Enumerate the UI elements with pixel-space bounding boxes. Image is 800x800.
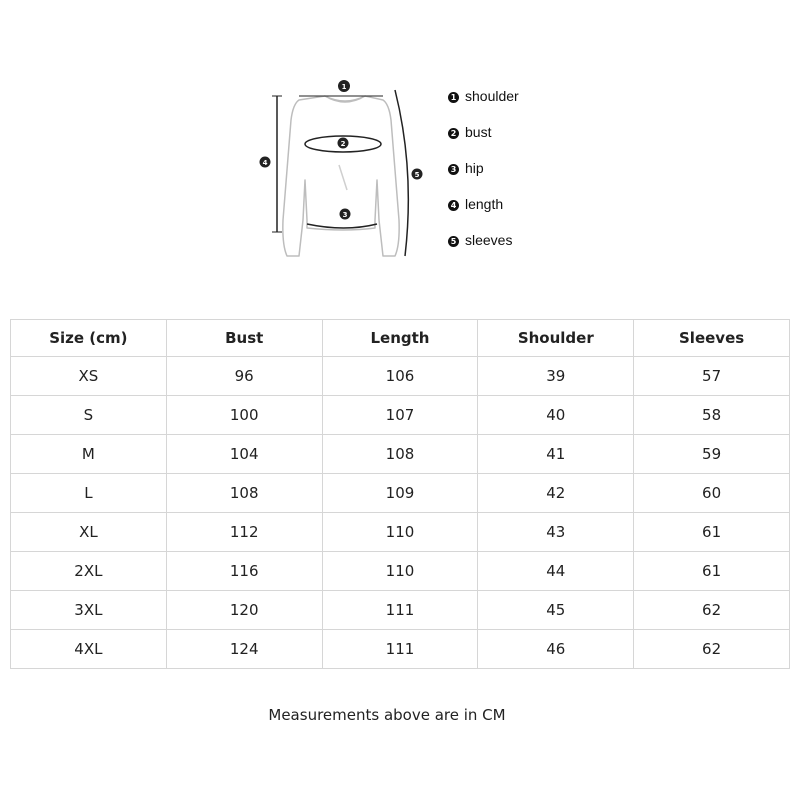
- cell: 45: [478, 591, 634, 630]
- legend-number-icon: 4: [448, 200, 459, 211]
- size-table: [10, 319, 790, 669]
- cell: 100: [166, 396, 322, 435]
- legend-item: [448, 124, 519, 160]
- legend-label: shoulder: [465, 88, 519, 104]
- marker-1: 1: [341, 83, 347, 91]
- legend-label: sleeves: [465, 232, 513, 248]
- table-row: [11, 357, 790, 396]
- cell: 44: [478, 552, 634, 591]
- cell: 106: [322, 357, 478, 396]
- cell: 4XL: [11, 630, 167, 669]
- table-row: [11, 513, 790, 552]
- legend-item: [448, 88, 519, 124]
- cell: 111: [322, 630, 478, 669]
- cell: 108: [322, 435, 478, 474]
- cell: 62: [634, 591, 790, 630]
- legend-number-icon: 5: [448, 236, 459, 247]
- header-sleeves: Sleeves: [634, 320, 790, 357]
- cell: 124: [166, 630, 322, 669]
- cell: L: [11, 474, 167, 513]
- cell: 59: [634, 435, 790, 474]
- table-row: [11, 630, 790, 669]
- cell: 108: [166, 474, 322, 513]
- cell: 57: [634, 357, 790, 396]
- cell: 39: [478, 357, 634, 396]
- cell: 41: [478, 435, 634, 474]
- cell: 109: [322, 474, 478, 513]
- cell: 60: [634, 474, 790, 513]
- legend-number-icon: 1: [448, 92, 459, 103]
- table-row: [11, 591, 790, 630]
- marker-4: 4: [262, 159, 268, 167]
- table-row: [11, 552, 790, 591]
- marker-5: 5: [414, 171, 420, 179]
- cell: 96: [166, 357, 322, 396]
- cell: XL: [11, 513, 167, 552]
- cell: 3XL: [11, 591, 167, 630]
- length-measure: [260, 96, 283, 232]
- header-size: Size (cm): [11, 320, 167, 357]
- cell: 104: [166, 435, 322, 474]
- cell: 61: [634, 513, 790, 552]
- cell: 112: [166, 513, 322, 552]
- table-row: [11, 396, 790, 435]
- header-bust: Bust: [166, 320, 322, 357]
- legend-label: length: [465, 196, 504, 212]
- header-shoulder: Shoulder: [478, 320, 634, 357]
- table-row: [11, 474, 790, 513]
- cell: 110: [322, 513, 478, 552]
- cell: 43: [478, 513, 634, 552]
- cell: XS: [11, 357, 167, 396]
- sweater-outline-icon: [283, 96, 399, 256]
- hip-measure: [307, 209, 377, 229]
- cell: 111: [322, 591, 478, 630]
- cell: M: [11, 435, 167, 474]
- shoulder-measure: [299, 81, 383, 97]
- cell: 116: [166, 552, 322, 591]
- cell: 40: [478, 396, 634, 435]
- marker-3: 3: [342, 211, 348, 219]
- cell: S: [11, 396, 167, 435]
- legend-item: [448, 196, 519, 232]
- cell: 107: [322, 396, 478, 435]
- measurement-legend: [448, 88, 519, 268]
- legend-item: [448, 160, 519, 196]
- header-length: Length: [322, 320, 478, 357]
- legend-label: hip: [465, 160, 484, 176]
- cell: 61: [634, 552, 790, 591]
- garment-diagram: [255, 70, 435, 270]
- legend-number-icon: 2: [448, 128, 459, 139]
- cell: 58: [634, 396, 790, 435]
- cell: 46: [478, 630, 634, 669]
- table-header-row: [11, 320, 790, 357]
- marker-2: 2: [340, 140, 346, 148]
- cell: 120: [166, 591, 322, 630]
- measurement-note: Measurements above are in CM: [268, 706, 506, 724]
- cell: 110: [322, 552, 478, 591]
- legend-number-icon: 3: [448, 164, 459, 175]
- legend-label: bust: [465, 124, 492, 140]
- legend-item: [448, 232, 519, 268]
- table-row: [11, 435, 790, 474]
- cell: 2XL: [11, 552, 167, 591]
- cell: 62: [634, 630, 790, 669]
- bust-measure: [305, 136, 381, 152]
- cell: 42: [478, 474, 634, 513]
